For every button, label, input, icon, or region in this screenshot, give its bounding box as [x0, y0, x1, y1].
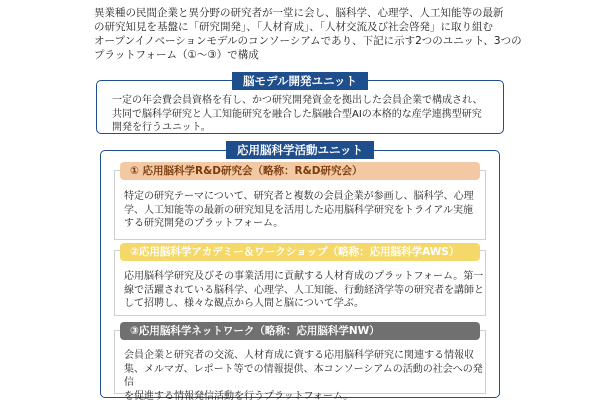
platform-aws-line: 応用脳科学研究及びその事業活用に貢献する人材育成のプラットフォーム。第一 — [124, 270, 484, 284]
platform-nw-title: ③応用脳科学ネットワーク（略称：応用脳科学NW） — [120, 322, 480, 340]
intro-line: オープンイノベーションモデルのコンソーシアムであり、下記に示す2つのユニット、3つの — [94, 34, 534, 48]
model-unit-line: 共同で脳科学研究と人工知能研究を融合した脳融合型AIの本格的な産学連携型研究 — [112, 108, 492, 122]
platform-aws-line: して招聘し、様々な観点から人間と脳について学ぶ。 — [124, 297, 484, 311]
platform-aws-description — [124, 270, 484, 311]
platform-rd-description — [124, 190, 484, 231]
platform-rd-line: 特定の研究テーマについて、研究者と複数の会員企業が参画し、脳科学、心理 — [124, 190, 484, 204]
platform-rd-title: ① 応用脳科学R&D研究会（略称：R&D研究会） — [120, 162, 480, 180]
applied-unit-title: 応用脳科学活動ユニット — [226, 141, 374, 159]
platform-aws-line: 線で活躍されている脳科学、心理学、人工知能、行動経済学等の研究者を講師と — [124, 284, 484, 298]
intro-paragraph — [94, 6, 534, 62]
platform-aws-title: ②応用脳科学アカデミー＆ワークショップ（略称：応用脳科学AWS） — [120, 243, 480, 261]
model-unit-description — [112, 94, 492, 135]
intro-line: プラットフォーム（①～③）で構成 — [94, 48, 534, 62]
platform-rd-line: する研究開発のプラットフォーム。 — [124, 217, 484, 231]
intro-line: 異業種の民間企業と異分野の研究者が一堂に会し、脳科学、心理学、人工知能等の最新 — [94, 6, 534, 20]
model-unit-line: 一定の年会費会員資格を有し、かつ研究開発資金を拠出した会員企業で構成され、 — [112, 94, 492, 108]
platform-nw-line: を促進する情報発信活動を行うプラットフォーム。 — [124, 390, 484, 403]
intro-line: の研究知見を基盤に「研究開発」、「人材育成」、「人材交流及び社会啓発」に取り組む — [94, 20, 534, 34]
platform-nw-description — [124, 349, 484, 403]
platform-rd-line: 学、人工知能等の最新の研究知見を活用した応用脳科学研究をトライアル実施 — [124, 204, 484, 218]
platform-nw-line: 集、メルマガ、レポート等での情報提供、本コンソーシアムの活動の社会への発信 — [124, 363, 484, 390]
platform-nw-line: 会員企業と研究者の交流、人材育成に資する応用脳科学研究に関連する情報収 — [124, 349, 484, 363]
model-unit-title: 脳モデル開発ユニット — [232, 72, 368, 90]
model-unit-line: 開発を行うユニット。 — [112, 121, 492, 135]
